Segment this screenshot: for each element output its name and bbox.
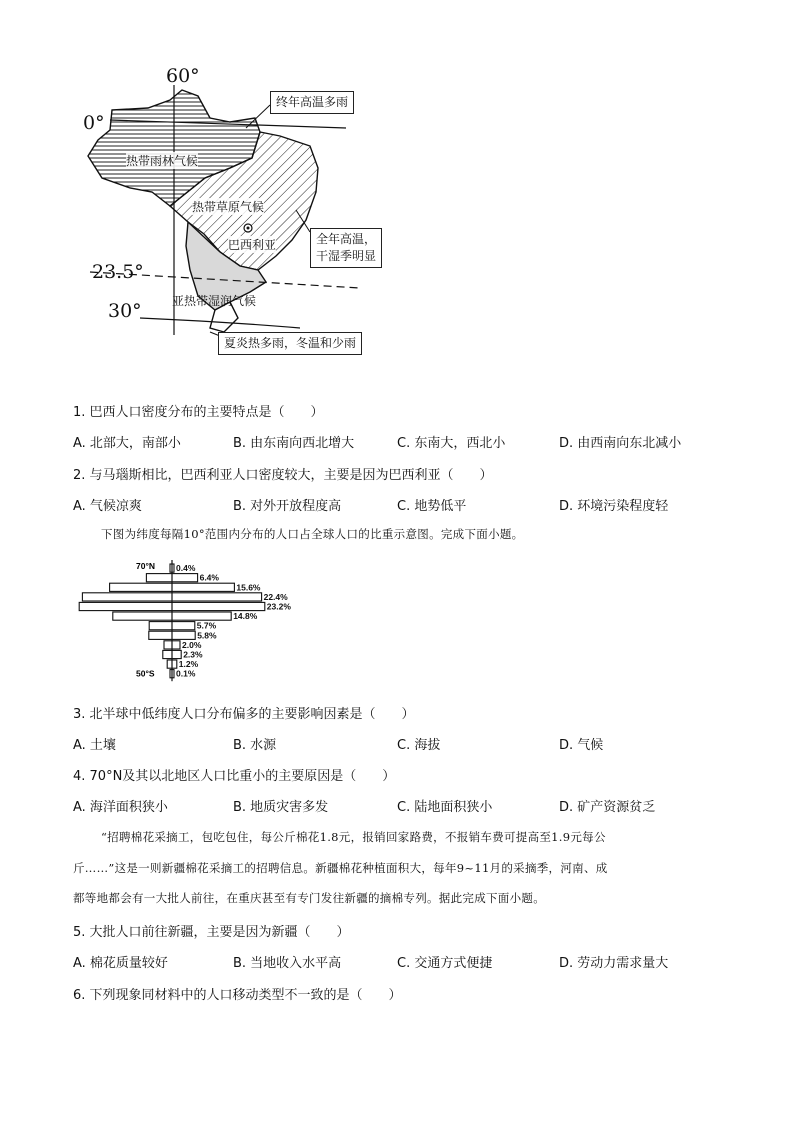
population-bar-label: 22.4% — [263, 591, 288, 602]
savanna-feature-line1: 全年高温， — [316, 232, 377, 246]
longitude-label: 60° — [166, 65, 200, 87]
population-bar-label: 15.6% — [236, 582, 261, 593]
savanna-region-label: 热带草原气候 — [192, 200, 265, 214]
q4-option-a[interactable]: A. 海洋面积狭小 — [73, 800, 168, 815]
rainforest-feature-callout: 终年高温多雨 — [270, 91, 354, 114]
cotton-intro-line3: 都等地都会有一大批人前往，在重庆甚至有专门发往新疆的摘棉专列。据此完成下面小题。 — [73, 891, 545, 905]
lat30-label: 30° — [108, 300, 142, 322]
q2-option-c[interactable]: C. 地势低平 — [397, 499, 467, 514]
chart-intro-text: 下图为纬度每隔10°范围内分布的人口占全球人口的比重示意图。完成下面小题。 — [101, 527, 524, 541]
q4-option-c[interactable]: C. 陆地面积狭小 — [397, 800, 493, 815]
q3-option-d[interactable]: D. 气候 — [559, 738, 604, 753]
q4-option-d[interactable]: D. 矿产资源贫乏 — [559, 800, 656, 815]
population-latitude-chart — [68, 556, 308, 688]
population-chart-svg — [68, 556, 308, 688]
capital-label: 巴西利亚 — [228, 238, 277, 252]
q1-option-c[interactable]: C. 东南大，西北小 — [397, 436, 506, 451]
rainforest-region-label: 热带雨林气候 — [126, 154, 199, 168]
population-bar-label: 2.3% — [183, 649, 203, 660]
q2-option-b[interactable]: B. 对外开放程度高 — [233, 499, 342, 514]
q5-option-b[interactable]: B. 当地收入水平高 — [233, 956, 342, 971]
cotton-intro-line1: “招聘棉花采摘工，包吃包住，每公斤棉花1.8元，报销回家路费，不报销车费可提高至1.9元每公 — [101, 830, 606, 844]
q4-option-b[interactable]: B. 地质灾害多发 — [233, 800, 329, 815]
chart-top-latitude-label: 70°N — [136, 561, 155, 571]
population-bar-label: 2.0% — [182, 639, 202, 650]
question-1-stem: 1. 巴西人口密度分布的主要特点是（ ） — [73, 405, 324, 420]
population-bar-label: 5.7% — [196, 620, 217, 631]
subtropical-feature-callout: 夏炎热多雨，冬温和少雨 — [218, 332, 362, 355]
q5-option-a[interactable]: A. 棉花质量较好 — [73, 956, 168, 971]
q5-option-d[interactable]: D. 劳动力需求量大 — [559, 956, 669, 971]
cotton-intro-line2: 斤……”这是一则新疆棉花采摘工的招聘信息。新疆棉花种植面积大，每年9~11月的采摘季，河南、成 — [73, 861, 608, 875]
population-bar-label: 0.4% — [176, 563, 196, 574]
q1-option-b[interactable]: B. 由东南向西北增大 — [233, 436, 355, 451]
q2-option-a[interactable]: A. 气候凉爽 — [73, 499, 142, 514]
q1-option-d[interactable]: D. 由西南向东北减小 — [559, 436, 682, 451]
question-6-stem: 6. 下列现象同材料中的人口移动类型不一致的是（ ） — [73, 988, 402, 1003]
population-bar-label: 1.2% — [178, 659, 199, 670]
question-3-stem: 3. 北半球中低纬度人口分布偏多的主要影响因素是（ ） — [73, 707, 415, 722]
q3-option-b[interactable]: B. 水源 — [233, 738, 277, 753]
tropic-label: 23.5° — [92, 261, 144, 283]
q1-option-a[interactable]: A. 北部大，南部小 — [73, 436, 181, 451]
equator-label: 0° — [83, 112, 105, 134]
q2-option-d[interactable]: D. 环境污染程度轻 — [559, 499, 669, 514]
population-bar-label: 14.8% — [233, 611, 258, 622]
q3-option-a[interactable]: A. 土壤 — [73, 738, 116, 753]
population-bar-label: 5.8% — [197, 630, 217, 641]
savanna-feature-callout — [310, 228, 382, 268]
brazil-climate-map — [70, 60, 400, 360]
question-4-stem: 4. 70°N及其以北地区人口比重小的主要原因是（ ） — [73, 769, 396, 784]
population-bar-label: 23.2% — [266, 601, 291, 612]
subtropical-region-label: 亚热带湿润气候 — [172, 294, 257, 308]
savanna-feature-line2: 干湿季明显 — [316, 249, 377, 263]
q3-option-c[interactable]: C. 海拔 — [397, 738, 441, 753]
question-2-stem: 2. 与马瑙斯相比，巴西利亚人口密度较大，主要是因为巴西利亚（ ） — [73, 468, 493, 483]
population-bar-label: 6.4% — [199, 572, 219, 583]
chart-bottom-latitude-label: 50°S — [136, 668, 155, 679]
question-5-stem: 5. 大批人口前往新疆，主要是因为新疆（ ） — [73, 925, 350, 940]
q5-option-c[interactable]: C. 交通方式便捷 — [397, 956, 493, 971]
population-bar-label: 0.1% — [176, 668, 196, 679]
